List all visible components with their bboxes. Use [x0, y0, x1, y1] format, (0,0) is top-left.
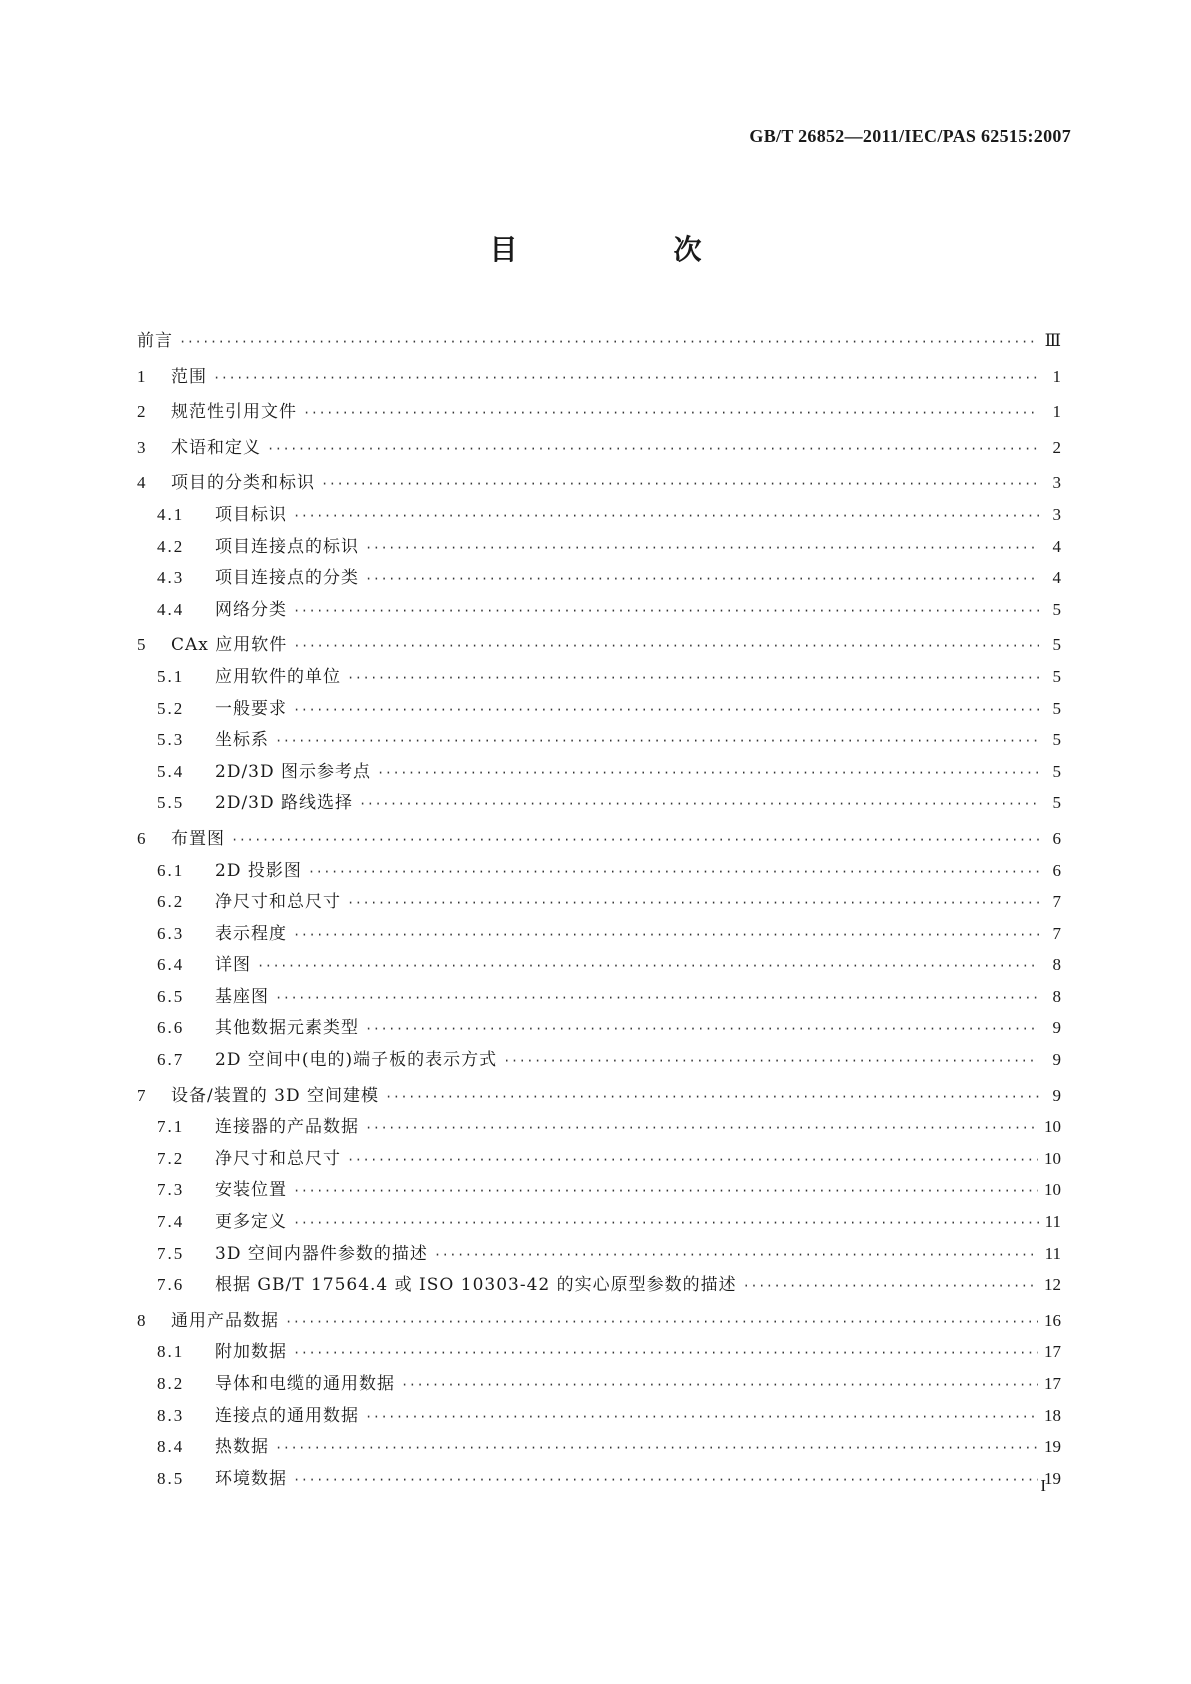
toc-entry-number: 7.5: [157, 1243, 185, 1263]
toc-entry-page: 1: [1052, 402, 1061, 422]
dot-leader: [365, 1022, 1039, 1036]
toc-entry-number: 1: [137, 366, 148, 386]
dot-leader: [308, 865, 1039, 879]
toc-entry-label: 3D 空间内器件参数的描述: [215, 1243, 428, 1264]
toc-entry-page: Ⅲ: [1044, 331, 1061, 350]
dot-leader: [231, 833, 1039, 847]
toc-entry-number: 5.3: [157, 730, 185, 750]
toc-entry-number: 5.1: [157, 666, 185, 686]
toc-entry-number: 8: [137, 1310, 148, 1330]
toc-entry-label: 2D 空间中(电的)端子板的表示方式: [215, 1050, 498, 1071]
toc-entry-label: 通用产品数据: [171, 1310, 279, 1331]
dot-leader: [365, 1121, 1038, 1135]
toc-entry-label: 项目的分类和标识: [171, 473, 315, 494]
toc-entry-page: 12: [1044, 1275, 1061, 1295]
toc-entry-label: 热数据: [215, 1437, 269, 1458]
toc-entry-label: 2D 投影图: [215, 860, 302, 881]
toc-entry-label: 连接点的通用数据: [215, 1405, 359, 1426]
toc-entry[interactable]: [137, 950, 1061, 982]
toc-entry-label: 项目标识: [215, 504, 287, 525]
toc-entry-number: 7.3: [157, 1180, 185, 1200]
dot-leader: [293, 1216, 1039, 1230]
toc-entry[interactable]: [137, 856, 1061, 888]
toc-entry[interactable]: [137, 1270, 1061, 1302]
toc-entry-page: 9: [1052, 1050, 1061, 1070]
toc-entry-label: 2D/3D 图示参考点: [215, 761, 372, 782]
toc-entry-number: 7.4: [157, 1212, 185, 1232]
toc-entry-label: 应用软件的单位: [215, 666, 341, 687]
toc-entry-page: 19: [1044, 1437, 1061, 1457]
dot-leader: [347, 1153, 1038, 1167]
toc-entry-label: 项目连接点的标识: [215, 536, 359, 557]
dot-leader: [365, 572, 1039, 586]
toc-entry-number: 7.2: [157, 1148, 185, 1168]
toc-entry[interactable]: [137, 694, 1061, 726]
toc-entry[interactable]: [137, 824, 1061, 856]
toc-entry-page: 3: [1052, 504, 1061, 524]
toc-entry-number: 6.5: [157, 986, 185, 1006]
toc-entry[interactable]: [137, 1207, 1061, 1239]
dot-leader: [293, 1184, 1038, 1198]
dot-leader: [179, 335, 1039, 349]
dot-leader: [293, 1346, 1038, 1360]
toc-entry[interactable]: [137, 662, 1061, 694]
dot-leader: [213, 371, 1039, 385]
toc-entry-page: 8: [1052, 955, 1061, 975]
toc-entry-label: 基座图: [215, 986, 269, 1007]
toc-entry-label: 项目连接点的分类: [215, 568, 359, 589]
toc-entry-number: 6: [137, 828, 148, 848]
dot-leader: [293, 604, 1039, 618]
toc-entry[interactable]: [137, 1045, 1061, 1077]
toc-entry-number: 5: [137, 635, 148, 655]
toc-entry[interactable]: [137, 1306, 1061, 1338]
toc-entry[interactable]: [137, 468, 1061, 500]
toc-entry[interactable]: [137, 500, 1061, 532]
toc-entry-label: 安装位置: [215, 1180, 287, 1201]
dot-leader: [267, 442, 1039, 456]
toc-entry-number: 7.6: [157, 1275, 185, 1295]
toc-entry[interactable]: [137, 982, 1061, 1014]
toc-entry-number: 6.2: [157, 892, 185, 912]
toc-entry-number: 8.5: [157, 1468, 185, 1488]
toc-entry-number: 6.7: [157, 1050, 185, 1070]
dot-leader: [347, 896, 1039, 910]
toc-entry-label: 规范性引用文件: [171, 402, 297, 423]
toc-entry-page: 18: [1044, 1405, 1061, 1425]
toc-entry[interactable]: [137, 757, 1061, 789]
toc-entry[interactable]: [137, 563, 1061, 595]
toc-entry-number: 4: [137, 473, 148, 493]
toc-entry-page: 10: [1044, 1117, 1061, 1137]
page-number: I: [1040, 1476, 1046, 1495]
toc-entry-number: 5.2: [157, 698, 185, 718]
toc-entry-label: 2D/3D 路线选择: [215, 793, 354, 814]
dot-leader: [293, 509, 1039, 523]
toc-entry-number: 5.4: [157, 761, 185, 781]
toc-entry-page: 3: [1052, 473, 1061, 493]
toc-entry[interactable]: [137, 362, 1061, 394]
toc-entry-number: 2: [137, 402, 148, 422]
toc-entry[interactable]: [137, 595, 1061, 627]
page-title: 目 次: [489, 233, 766, 266]
toc-entry-label: 根据 GB/T 17564.4 或 ISO 10303-42 的实心原型参数的描述: [215, 1275, 737, 1296]
toc-entry-label: 布置图: [171, 828, 225, 849]
toc-entry-label: 净尺寸和总尺寸: [215, 1148, 341, 1169]
dot-leader: [303, 406, 1039, 420]
toc-entry[interactable]: [137, 1337, 1061, 1369]
toc-entry-page: 5: [1052, 698, 1061, 718]
toc-entry[interactable]: [137, 1081, 1061, 1113]
toc-entry-number: 6.3: [157, 923, 185, 943]
toc-entry-page: 5: [1052, 599, 1061, 619]
toc-entry-page: 7: [1052, 892, 1061, 912]
toc-entry[interactable]: [137, 326, 1061, 358]
toc-entry-label: CAx 应用软件: [171, 635, 288, 656]
toc-entry-page: 8: [1052, 986, 1061, 1006]
toc-entry-number: 8.2: [157, 1374, 185, 1393]
toc-entry-label: 附加数据: [215, 1342, 287, 1363]
toc-entry-number: 7.1: [157, 1117, 185, 1137]
dot-leader: [401, 1378, 1038, 1392]
toc-entry-label: 表示程度: [215, 923, 287, 944]
toc-entry[interactable]: [137, 1432, 1061, 1464]
dot-leader: [293, 1473, 1038, 1487]
dot-leader: [293, 639, 1039, 653]
toc-entry-page: 2: [1052, 437, 1061, 457]
toc-entry-page: 1: [1052, 366, 1061, 386]
toc-entry[interactable]: [137, 1112, 1061, 1144]
dot-leader: [275, 991, 1039, 1005]
standard-code: GB/T 26852—2011/IEC/PAS 62515:2007: [749, 126, 1071, 146]
toc-entry-page: 9: [1052, 1018, 1061, 1038]
dot-leader: [743, 1279, 1038, 1293]
dot-leader: [347, 671, 1039, 685]
toc-entry[interactable]: [137, 1464, 1061, 1496]
toc-entry-page: 19: [1044, 1468, 1061, 1488]
toc-entry-label: 前言: [137, 331, 173, 351]
toc-entry-page: 5: [1052, 761, 1061, 781]
toc-entry-label: 范围: [171, 366, 207, 387]
toc-entry-number: 8.3: [157, 1405, 185, 1425]
toc-entry-page: 9: [1052, 1085, 1061, 1105]
toc-entry[interactable]: [137, 630, 1061, 662]
toc-entry-label: 其他数据元素类型: [215, 1018, 359, 1039]
toc-entry-page: 11: [1044, 1243, 1061, 1263]
toc-entry-number: 4.3: [157, 568, 185, 588]
toc-entry-number: 4.1: [157, 504, 185, 524]
dot-leader: [293, 703, 1039, 717]
toc-entry[interactable]: [137, 1369, 1061, 1401]
toc-entry-page: 4: [1052, 536, 1061, 556]
dot-leader: [359, 797, 1039, 811]
dot-leader: [293, 928, 1039, 942]
toc-entry-page: 16: [1044, 1310, 1061, 1330]
toc-entry-number: 6.6: [157, 1018, 185, 1038]
toc-entry-label: 更多定义: [215, 1212, 287, 1233]
toc-entry-label: 网络分类: [215, 599, 287, 620]
toc-entry-number: 7: [137, 1085, 148, 1105]
dot-leader: [434, 1248, 1039, 1262]
toc-entry-page: 5: [1052, 635, 1061, 655]
toc-entry[interactable]: [137, 397, 1061, 429]
toc-entry[interactable]: [137, 1013, 1061, 1045]
toc-entry[interactable]: [137, 1144, 1061, 1176]
toc-entry-page: 4: [1052, 568, 1061, 588]
toc-entry[interactable]: [137, 433, 1061, 465]
dot-leader: [503, 1054, 1039, 1068]
toc-entry-page: 6: [1052, 828, 1061, 848]
dot-leader: [365, 541, 1039, 555]
dot-leader: [275, 734, 1039, 748]
toc-entry-label: 一般要求: [215, 698, 287, 719]
toc-entry[interactable]: [137, 788, 1061, 820]
table-of-contents: [137, 326, 1061, 1495]
toc-entry[interactable]: [137, 725, 1061, 757]
dot-leader: [275, 1441, 1038, 1455]
toc-entry-number: 6.4: [157, 955, 185, 975]
toc-entry-number: 4.2: [157, 536, 185, 556]
dot-leader: [365, 1410, 1038, 1424]
toc-entry-label: 术语和定义: [171, 437, 261, 458]
toc-entry-number: 6.1: [157, 860, 185, 880]
toc-entry-page: 10: [1044, 1180, 1061, 1200]
dot-leader: [285, 1315, 1038, 1329]
toc-entry[interactable]: [137, 887, 1061, 919]
toc-entry-label: 环境数据: [215, 1468, 287, 1489]
toc-entry[interactable]: [137, 919, 1061, 951]
toc-entry-label: 导体和电缆的通用数据: [215, 1374, 395, 1394]
toc-entry-label: 连接器的产品数据: [215, 1117, 359, 1138]
dot-leader: [377, 766, 1039, 780]
toc-entry-page: 6: [1052, 860, 1061, 880]
toc-entry-number: 3: [137, 437, 148, 457]
toc-entry-page: 17: [1044, 1374, 1061, 1393]
toc-entry-page: 5: [1052, 730, 1061, 750]
toc-entry-label: 净尺寸和总尺寸: [215, 892, 341, 913]
toc-entry-page: 17: [1044, 1342, 1061, 1362]
dot-leader: [385, 1090, 1039, 1104]
toc-entry-label: 详图: [215, 955, 251, 976]
dot-leader: [257, 959, 1039, 973]
toc-entry-number: 4.4: [157, 599, 185, 619]
toc-entry[interactable]: [137, 532, 1061, 564]
toc-entry-page: 7: [1052, 923, 1061, 943]
toc-entry-label: 设备/装置的 3D 空间建模: [171, 1085, 379, 1106]
toc-entry-number: 5.5: [157, 793, 185, 813]
toc-entry[interactable]: [137, 1239, 1061, 1271]
toc-entry-number: 8.1: [157, 1342, 185, 1362]
toc-entry[interactable]: [137, 1175, 1061, 1207]
toc-entry-label: 坐标系: [215, 730, 269, 751]
toc-entry-page: 5: [1052, 666, 1061, 686]
toc-entry-number: 8.4: [157, 1437, 185, 1457]
dot-leader: [321, 477, 1039, 491]
toc-entry-page: 11: [1044, 1212, 1061, 1232]
toc-entry-page: 5: [1052, 793, 1061, 813]
toc-entry[interactable]: [137, 1401, 1061, 1433]
toc-entry-page: 10: [1044, 1148, 1061, 1168]
